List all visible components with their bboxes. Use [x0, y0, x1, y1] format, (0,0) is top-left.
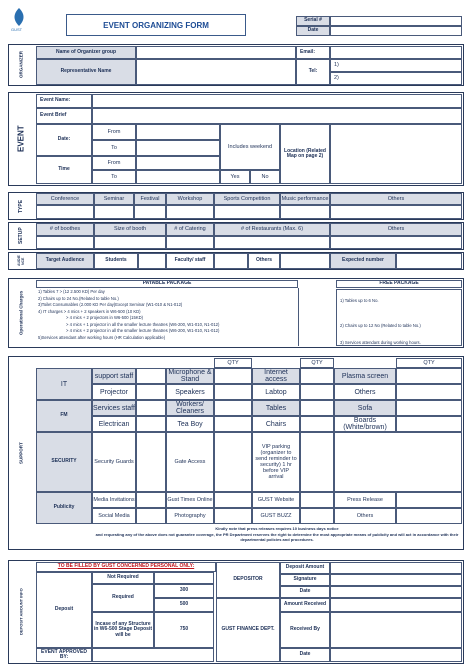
gust-buzz — [252, 508, 300, 524]
security-guards-qty[interactable] — [136, 432, 166, 492]
finance-label — [216, 598, 280, 662]
tel2-text: 2) — [334, 75, 339, 82]
publicity-item-text: Press Release — [347, 496, 383, 503]
setup-restaurants-text: # of Restaurants (Max. 6) — [240, 226, 304, 233]
charges-label-text: Operational Charges — [18, 290, 24, 336]
rep-name-label — [36, 59, 136, 85]
payable-line: > 4 mics + 2 projector in all the smaller lecture theatres (W6-200, W1-010, N1-012) — [66, 328, 220, 333]
amount-received-field[interactable] — [330, 598, 462, 612]
media-invitations — [92, 492, 136, 508]
it-internet — [252, 368, 300, 384]
type-seminar-check[interactable] — [94, 205, 134, 219]
setup-boothes — [36, 223, 94, 236]
audience-students[interactable] — [94, 253, 138, 269]
payable-line: > 4 mics + 1 projector in all the smaller lecture theatres (W6-200, W1-010, N1-012) — [66, 321, 220, 327]
note-line-2: and requesting any of the above does not guarantee coverage, the PR Department reserves the right to determine the most appropriate means of publicity and will act in accordance with their departmental policies and procedures. — [95, 531, 459, 542]
it-label — [36, 368, 92, 400]
fm-electrican — [92, 416, 136, 432]
event-date-label-text: Date: — [57, 136, 71, 143]
payable-line: > 4 mics + 2 projectors in W6-500 (15KD) — [66, 315, 144, 320]
free-title-text: FREE PACKAGE — [379, 280, 419, 287]
event-brief-field[interactable] — [92, 108, 462, 124]
publicity-note — [92, 526, 462, 543]
payable-title — [36, 280, 298, 288]
serial-label-text: Serial # — [304, 17, 322, 24]
deposit-row-text: Deposit — [54, 606, 74, 613]
fm-sofa-qty[interactable] — [396, 400, 462, 416]
fm-tea-boy-qty[interactable] — [214, 416, 252, 432]
note-line-1: Kindly note that press releases requires 10 business days notice — [215, 526, 339, 531]
deposit-750[interactable] — [154, 612, 214, 648]
signature-text: Signature — [293, 576, 317, 583]
event-name-label — [36, 94, 92, 108]
payable-line: 4) IT charges > 4 mics + 2 speakers in W6-500 (10 KD) — [38, 308, 141, 314]
incase-text: Incase of any Structure in W6-500 Stage Deposit will be — [93, 620, 153, 638]
type-others-field[interactable] — [330, 205, 462, 219]
title-text: EVENT ORGANIZING FORM — [103, 20, 209, 30]
setup-restaurants — [214, 223, 330, 236]
organizer-name-label — [36, 46, 136, 59]
it-others-qty[interactable] — [396, 384, 462, 400]
publicity-others — [334, 508, 396, 524]
it-speakers-qty[interactable] — [214, 384, 252, 400]
tel-label-text: Tel: — [308, 68, 318, 75]
event-date-label — [36, 124, 92, 156]
security-label — [36, 432, 92, 492]
approved-label — [36, 648, 92, 662]
it-projector-qty[interactable] — [136, 384, 166, 400]
fm-services-staff — [92, 400, 136, 416]
incase-label — [92, 612, 154, 648]
not-required-check[interactable] — [154, 572, 214, 584]
it-speakers — [166, 384, 214, 400]
it-microphone — [166, 368, 214, 384]
it-internet-qty[interactable] — [300, 368, 334, 384]
it-item-text: support staff — [94, 372, 134, 380]
amount-received-label — [280, 598, 330, 612]
setup-catering-text: # of Catering — [174, 226, 206, 233]
expected-number-field[interactable] — [396, 253, 462, 269]
it-support-staff — [92, 368, 136, 384]
social-media — [92, 508, 136, 524]
tel-label — [296, 59, 330, 85]
it-others — [334, 384, 396, 400]
it-item-text: Others — [354, 388, 376, 396]
fm-item-text: Workers/ Cleaners — [175, 401, 204, 415]
date-label — [296, 26, 330, 36]
payable-line: 5)Services attendant after working hours (HR Calculation applicable) — [38, 334, 166, 340]
type-festival-check[interactable] — [134, 205, 166, 219]
type-music — [280, 193, 330, 205]
time-to-label — [92, 170, 136, 184]
time-from-text: From — [107, 159, 121, 166]
it-projector — [92, 384, 136, 400]
date-from-label — [92, 124, 136, 140]
event-name-label-text: Event Name: — [40, 97, 71, 104]
deposit-amount-label — [280, 562, 330, 574]
social-media-check[interactable] — [136, 508, 166, 524]
it-label-text: IT — [60, 380, 68, 388]
gust-logo-icon — [8, 6, 30, 32]
qty-header-text: QTY — [311, 359, 323, 366]
publicity-item-text: Social Media — [98, 512, 130, 519]
weekend-label-text: Includes weekend — [227, 143, 273, 150]
audience-faculty[interactable] — [166, 253, 214, 269]
publicity-item-text: GUST Website — [257, 496, 295, 503]
security-item-text: VIP parking (organizer to send reminder to security) 1 hr before VIP arrival — [255, 443, 297, 481]
fm-tables-qty[interactable] — [300, 400, 334, 416]
received-by-label — [280, 612, 330, 648]
publicity-item-text: GUST BUZZ — [260, 512, 292, 519]
fm-item-text: Sofa — [357, 404, 373, 412]
type-workshop-text: Workshop — [177, 195, 203, 202]
gate-access-qty[interactable] — [214, 432, 252, 492]
time-from-field[interactable] — [136, 156, 220, 170]
rep-name-field[interactable] — [136, 59, 296, 85]
support-label-text: SUPPORT — [18, 442, 24, 464]
depositor-label — [216, 562, 280, 598]
fm-item-text: Tea Boy — [177, 420, 203, 428]
type-sports-text: Sports Competition — [223, 195, 271, 202]
setup-boothes-field[interactable] — [36, 236, 94, 249]
required-text: Required — [112, 594, 134, 601]
signature-label — [280, 574, 330, 586]
date-to-label — [92, 140, 136, 156]
target-audience-text: Target Audience — [45, 257, 85, 264]
setup-booth-size — [94, 223, 166, 236]
it-item-text: Internet access — [264, 369, 288, 383]
it-laptop-qty[interactable] — [300, 384, 334, 400]
audience-label-text: AUDIE NCE — [17, 255, 25, 267]
gust-times-online — [166, 492, 214, 508]
deposit-label-text: DEPOSIT AMOUNT INFO — [18, 588, 24, 636]
it-microphone-qty[interactable] — [214, 368, 252, 384]
it-support-staff-qty[interactable] — [136, 368, 166, 384]
amount-received-text: Amount Received — [283, 601, 327, 608]
audience-others-field[interactable] — [280, 253, 330, 269]
type-conference-text: Conference — [50, 195, 80, 202]
payable-checkboxes[interactable] — [298, 288, 318, 346]
organizer-label-text: ORGANIZER — [18, 51, 24, 79]
fm-boards-qty[interactable] — [396, 416, 462, 432]
tel1-field[interactable] — [330, 59, 462, 72]
fm-chairs — [252, 416, 300, 432]
finance-date-field[interactable] — [330, 648, 462, 662]
fm-item-text: Electrican — [98, 420, 130, 428]
type-workshop-check[interactable] — [166, 205, 214, 219]
weekend-label — [220, 124, 280, 170]
vip-parking-qty[interactable] — [300, 432, 334, 492]
payable-title-text: PAYABLE PACKAGE — [142, 280, 192, 287]
setup-others-text: Others — [387, 226, 405, 233]
fm-workers-qty[interactable] — [214, 400, 252, 416]
rep-name-label-text: Representative Name — [60, 68, 112, 75]
qty-header-3 — [396, 358, 462, 368]
gust-buzz-check[interactable] — [300, 508, 334, 524]
email-field[interactable] — [330, 46, 462, 59]
deposit-300-text: 300 — [179, 587, 189, 594]
internal-use-banner — [36, 562, 216, 572]
received-by-text: Received By — [290, 626, 320, 633]
weekend-no-text: No — [261, 173, 269, 180]
serial-field[interactable] — [330, 16, 462, 26]
gust-website-check[interactable] — [300, 492, 334, 508]
fm-item-text: Chairs — [265, 420, 287, 428]
type-sports-check[interactable] — [214, 205, 280, 219]
event-time-label — [36, 156, 92, 184]
setup-catering — [166, 223, 214, 236]
approved-field[interactable] — [92, 648, 214, 662]
charges-label — [8, 278, 34, 348]
type-music-text: Music performance — [281, 195, 329, 202]
deposit-300[interactable] — [154, 584, 214, 598]
approved-text: EVENT APPROVED BY: — [41, 648, 87, 660]
fm-label — [36, 400, 92, 432]
fm-services-staff-qty[interactable] — [136, 400, 166, 416]
type-label-text: TYPE — [18, 199, 24, 213]
audience-faculty-text: Faculty/ staff — [174, 257, 206, 264]
finance-date-label — [280, 648, 330, 662]
fm-boards — [334, 416, 396, 432]
free-title — [336, 280, 462, 288]
media-invitations-check[interactable] — [136, 492, 166, 508]
deposit-amount-text: Deposit Amount — [285, 564, 325, 571]
it-item-text: Plasma screen — [341, 372, 389, 380]
it-laptop — [252, 384, 300, 400]
fm-sofa — [334, 400, 396, 416]
tel1-text: 1) — [334, 62, 339, 69]
deposit-750-text: 750 — [179, 626, 189, 633]
qty-header-1 — [214, 358, 252, 368]
target-audience-label — [36, 253, 94, 269]
location-field[interactable] — [330, 124, 462, 184]
publicity-item-text: Media Invitations — [93, 496, 135, 503]
weekend-no[interactable] — [250, 170, 280, 184]
press-release — [334, 492, 396, 508]
free-line: 2) Chairs up to 12 No (Related to table No.) — [340, 323, 421, 328]
fm-item-text: Boards (White/brown) — [343, 417, 387, 431]
deposit-label — [8, 560, 34, 664]
payable-line: 3)Toilet Consumables (2.000 KD Per day)Except Seminar (W1-010 & N1-012) — [38, 302, 183, 307]
audience-students-check[interactable] — [138, 253, 166, 269]
publicity-item-text: Others — [356, 512, 374, 519]
fm-tables — [252, 400, 300, 416]
gate-access — [166, 432, 214, 492]
payable-line: 1) Tables 7 > (12 2.500 KD) Per day — [38, 289, 105, 294]
setup-others — [330, 223, 462, 236]
type-seminar — [94, 193, 134, 205]
svg-text:GUST: GUST — [11, 27, 23, 32]
type-music-check[interactable] — [280, 205, 330, 219]
date-from-field[interactable] — [136, 124, 220, 140]
security-guards — [92, 432, 136, 492]
fm-label-text: FM — [60, 412, 68, 419]
email-label — [296, 46, 330, 59]
deposit-500[interactable] — [154, 598, 214, 612]
event-brief-label — [36, 108, 92, 124]
setup-boothes-text: # of boothes — [49, 226, 81, 233]
gust-times-check[interactable] — [214, 492, 252, 508]
date-to-field[interactable] — [136, 140, 220, 156]
audience-others-text: Others — [255, 257, 273, 264]
audience-students-text: Students — [105, 257, 127, 264]
organizer-name-label-text: Name of Organizer group — [55, 48, 116, 55]
free-list — [336, 289, 462, 346]
type-conference-check[interactable] — [36, 205, 94, 219]
depositor-text: DEPOSITOR — [233, 576, 263, 583]
photography — [166, 508, 214, 524]
type-conference — [36, 193, 94, 205]
gust-website — [252, 492, 300, 508]
type-sports — [214, 193, 280, 205]
it-item-text: Projector — [99, 388, 128, 396]
setup-booth-size-field[interactable] — [94, 236, 166, 249]
type-others-text: Others — [387, 195, 405, 202]
it-plasma-qty[interactable] — [396, 368, 462, 384]
security-item-text: Gate Access — [174, 458, 206, 465]
audience-others[interactable] — [248, 253, 280, 269]
press-release-check[interactable] — [396, 492, 462, 508]
time-to-text: To — [111, 173, 117, 180]
event-brief-label-text: Event Brief — [40, 112, 67, 119]
setup-catering-field[interactable] — [166, 236, 214, 249]
received-by-field[interactable] — [330, 612, 462, 648]
form-title — [66, 14, 246, 36]
type-festival-text: Festival — [140, 195, 160, 202]
audience-label — [8, 252, 34, 270]
qty-header-2 — [300, 358, 334, 368]
it-item-text: Speakers — [175, 388, 205, 396]
vip-parking — [252, 432, 300, 492]
tel2-field[interactable] — [330, 72, 462, 85]
setup-label-text: SETUP — [18, 227, 24, 245]
type-others — [330, 193, 462, 205]
signature-field[interactable] — [330, 574, 462, 586]
depositor-date-label — [280, 586, 330, 598]
security-item-text: Security Guards — [94, 458, 134, 465]
date-from-text: From — [107, 128, 121, 135]
finance-text: GUST FINANCE DEPT. — [221, 626, 275, 633]
it-plasma — [334, 368, 396, 384]
qty-header-text: QTY — [227, 359, 239, 366]
expected-number-label — [330, 253, 396, 269]
deposit-row-label — [36, 572, 92, 648]
fm-workers — [166, 400, 214, 416]
finance-date-text: Date — [299, 651, 311, 658]
event-time-label-text: Time — [58, 166, 70, 173]
free-line: 3) Services attendant during working hours. — [340, 340, 421, 345]
deposit-500-text: 500 — [179, 601, 189, 608]
event-label — [8, 92, 34, 186]
setup-restaurants-field[interactable] — [214, 236, 330, 249]
publicity-others-field[interactable] — [396, 508, 462, 524]
date-label-text: Date — [307, 27, 319, 34]
publicity-label-text: Publicity — [53, 504, 75, 511]
not-required-text: Not Required — [107, 574, 139, 581]
depositor-date-field[interactable] — [330, 586, 462, 598]
not-required-label — [92, 572, 154, 584]
security-blank — [334, 432, 462, 492]
time-to-field[interactable] — [136, 170, 220, 184]
it-item-text: Microphone & Stand — [168, 369, 212, 383]
organizer-label — [8, 44, 34, 86]
setup-booth-size-text: Size of booth — [113, 226, 147, 233]
type-workshop — [166, 193, 214, 205]
fm-item-text: Tables — [265, 404, 287, 412]
weekend-yes-text: Yes — [230, 173, 240, 180]
type-festival — [134, 193, 166, 205]
it-item-text: Labtop — [265, 388, 287, 396]
fm-chairs-qty[interactable] — [300, 416, 334, 432]
weekend-yes[interactable] — [220, 170, 250, 184]
event-name-field[interactable] — [92, 94, 462, 108]
depositor-date-text: Date — [299, 588, 311, 595]
type-seminar-text: Seminar — [103, 195, 125, 202]
organizer-name-field[interactable] — [136, 46, 296, 59]
type-label — [8, 192, 34, 220]
qty-header-text: QTY — [423, 359, 435, 366]
publicity-item-text: Gust Times Online — [167, 496, 213, 503]
free-line: 1) Tables up to 6 No. — [340, 298, 379, 303]
required-label — [92, 584, 154, 612]
deposit-amount-field[interactable] — [330, 562, 462, 574]
payable-line: 2) Chairs up to 24 No.(Related to table No.) — [38, 295, 119, 301]
serial-label — [296, 16, 330, 26]
payable-list — [38, 289, 296, 341]
fm-item-text: Services staff — [93, 404, 135, 412]
audience-faculty-check[interactable] — [214, 253, 248, 269]
date-field[interactable] — [330, 26, 462, 36]
publicity-item-text: Photography — [174, 512, 206, 519]
location-label-text: Location (Related Map on page 2) — [284, 147, 326, 159]
event-label-text: EVENT — [16, 125, 26, 153]
fm-tea-boy — [166, 416, 214, 432]
internal-use-text: TO BE FILLED BY GUST CONCERNED PERSONAL ONLY: — [57, 563, 195, 570]
email-label-text: Email: — [300, 48, 316, 55]
location-label — [280, 124, 330, 184]
setup-label — [8, 222, 34, 250]
security-label-text: SECURITY — [51, 458, 77, 465]
fm-electrican-qty[interactable] — [136, 416, 166, 432]
support-label — [8, 356, 34, 550]
setup-others-field[interactable] — [330, 236, 462, 249]
photography-check[interactable] — [214, 508, 252, 524]
expected-number-text: Expected number — [342, 257, 384, 264]
date-to-text: To — [111, 144, 117, 151]
time-from-label — [92, 156, 136, 170]
logo — [8, 6, 30, 32]
publicity-label — [36, 492, 92, 524]
